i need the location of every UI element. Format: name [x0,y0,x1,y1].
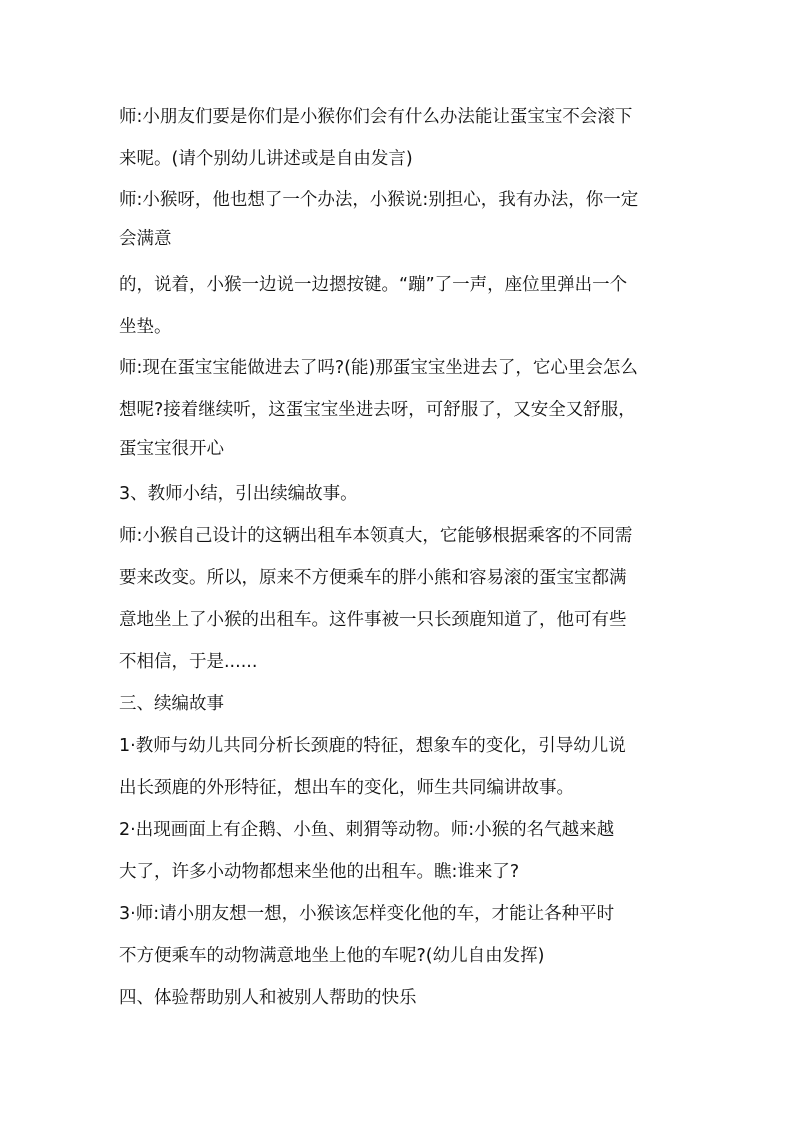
section-heading: 四、体验帮助别人和被别人帮助的快乐 [119,988,417,1008]
text-line: 的，说着，小猴一边说一边摁按键。“蹦”了一声，座位里弹出一个 [119,275,628,295]
text-line: 坐垫。 [119,317,172,337]
text-line: 2·出现画面上有企鹅、小鱼、刺猬等动物。师:小猴的名气越来越 [119,820,615,840]
text-line: 师:小猴呀，他也想了一个办法，小猴说:别担心，我有办法，你一定 [119,190,639,210]
text-line: 师:小朋友们要是你们是小猴你们会有什么办法能让蛋宝宝不会滚下 [119,107,633,127]
text-line: 蛋宝宝很开心 [119,439,224,459]
text-line: 来呢。(请个别幼儿讲述或是自由发言) [119,149,413,169]
text-line: 3、教师小结，引出续编故事。 [119,484,358,504]
text-line: 师:小猴自己设计的这辆出租车本领真大，它能够根据乘客的不同需 [119,526,633,546]
section-heading: 三、续编故事 [119,694,224,714]
text-line: 要来改变。所以，原来不方便乘车的胖小熊和容易滚的蛋宝宝都满 [119,568,627,588]
text-line: 意地坐上了小猴的出租车。这件事被一只长颈鹿知道了，他可有些 [119,610,627,630]
text-line: 大了，许多小动物都想来坐他的出租车。瞧:谁来了? [119,862,520,882]
text-line: 师:现在蛋宝宝能做进去了吗?(能)那蛋宝宝坐进去了，它心里会怎么 [119,358,638,378]
text-line: 3·师:请小朋友想一想，小猴该怎样变化他的车，才能让各种平时 [119,904,615,924]
text-line: 出长颈鹿的外形特征，想出车的变化，师生共同编讲故事。 [119,778,574,798]
text-line: 不相信，于是...... [119,652,258,672]
text-line: 会满意 [119,229,172,249]
text-line: 想呢?接着继续听，这蛋宝宝坐进去呀，可舒服了，又安全又舒服， [119,400,636,420]
text-line: 不方便乘车的动物满意地坐上他的车呢?(幼儿自由发挥) [119,946,545,966]
text-line: 1·教师与幼儿共同分析长颈鹿的特征，想象车的变化，引导幼儿说 [119,736,626,756]
